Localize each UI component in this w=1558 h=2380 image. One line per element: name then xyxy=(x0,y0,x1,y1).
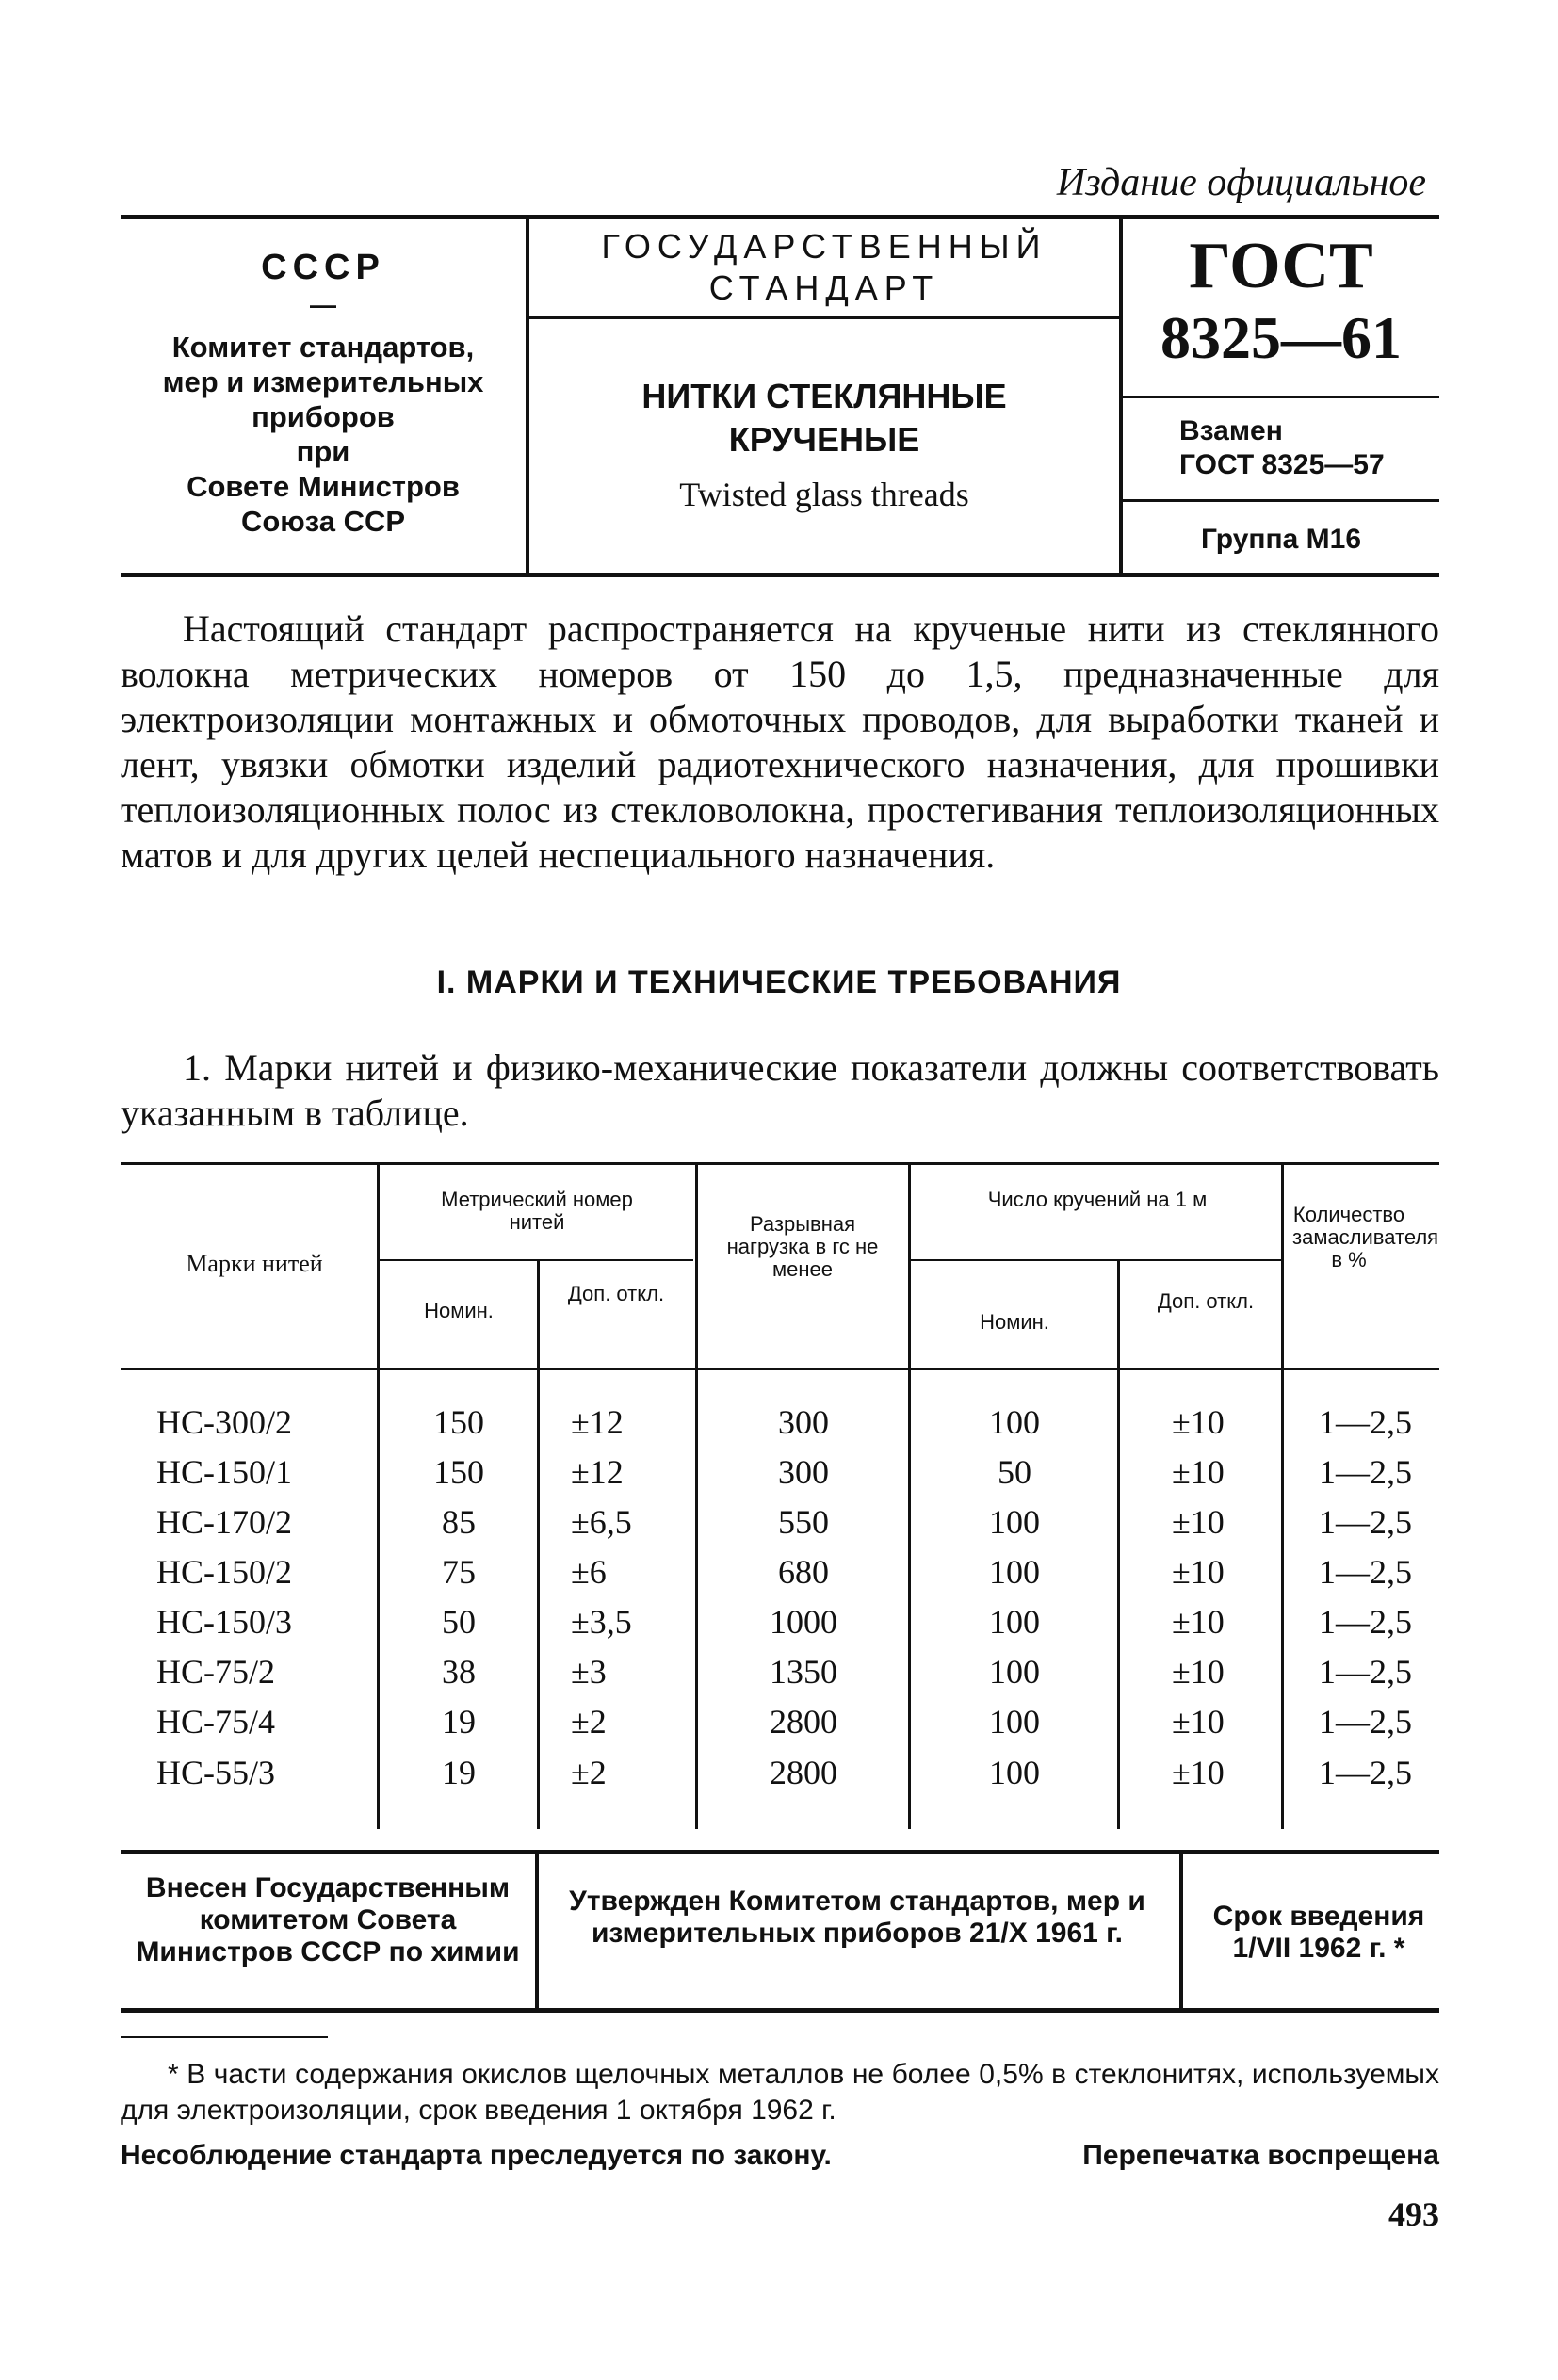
cell-mark: НС-55/3 xyxy=(156,1754,275,1791)
org-country: СССР xyxy=(261,248,385,287)
cell-twist: 100 xyxy=(989,1503,1040,1541)
footer-divider-1 xyxy=(535,1854,539,2008)
org-dash: — xyxy=(310,290,336,319)
table-col-line-5 xyxy=(1117,1259,1120,1829)
header-bottom-rule xyxy=(121,573,1439,577)
cell-dev: ±6,5 xyxy=(571,1503,632,1541)
standard-kind-line-2: СТАНДАРТ xyxy=(708,268,940,307)
footnote: * В части содержания окислов щелочных металлов не более 0,5% в стеклонитях, используемых для электроизоляции, срок введения 1 октября 1962 г. xyxy=(121,2059,1439,2126)
standard-title-en: Twisted glass threads xyxy=(679,476,969,513)
cell-mark: НС-75/4 xyxy=(156,1703,275,1740)
cell-dev: ±12 xyxy=(571,1403,624,1441)
gost-replaces-line-2: ГОСТ 8325—57 xyxy=(1179,449,1385,480)
cell-twist: 100 xyxy=(989,1703,1040,1740)
table-col-line-3 xyxy=(695,1165,698,1829)
th-metric-dev: Доп. откл. xyxy=(567,1282,665,1305)
th-metric-group: Метрический номер нитей xyxy=(441,1188,633,1234)
cell-nom: 38 xyxy=(442,1653,476,1691)
org-line-4: при xyxy=(296,435,350,468)
standard-kind-line-1: ГОСУДАРСТВЕННЫЙ xyxy=(601,227,1047,266)
cell-load: 2800 xyxy=(770,1754,837,1791)
cell-tdev: ±10 xyxy=(1172,1553,1225,1591)
footnote-rule xyxy=(121,2036,328,2038)
cell-nom: 85 xyxy=(442,1503,476,1541)
cell-load: 550 xyxy=(778,1503,829,1541)
cell-sizing: 1—2,5 xyxy=(1319,1553,1412,1591)
cell-mark: НС-150/3 xyxy=(156,1603,292,1641)
table-top-rule xyxy=(121,1162,1439,1165)
header-top-rule xyxy=(121,215,1439,219)
page-number: 493 xyxy=(1388,2195,1439,2233)
footer-approved: Утвержден Комитетом стандартов, мер и измерительных приборов 21/X 1961 г. xyxy=(569,1886,1145,1949)
header-mid-rule xyxy=(529,316,1119,319)
legal-left: Несоблюдение стандарта преследуется по закону. xyxy=(121,2140,832,2171)
cell-twist: 50 xyxy=(998,1453,1031,1491)
cell-load: 300 xyxy=(778,1453,829,1491)
twist-subheader-rule xyxy=(910,1259,1283,1261)
th-load: Разрывная нагрузка в гс не менее xyxy=(726,1212,879,1281)
footer-effective: Срок введения 1/VII 1962 г. * xyxy=(1212,1901,1425,1964)
gost-group: Группа М16 xyxy=(1200,524,1362,555)
th-mark: Марки нитей xyxy=(186,1250,323,1277)
cell-mark: НС-150/1 xyxy=(156,1453,292,1491)
cell-twist: 100 xyxy=(989,1754,1040,1791)
th-sizing: Количество замасливателя в % xyxy=(1292,1203,1439,1271)
cell-mark: НС-300/2 xyxy=(156,1403,292,1441)
cell-nom: 50 xyxy=(442,1603,476,1641)
cell-tdev: ±10 xyxy=(1172,1503,1225,1541)
cell-load: 2800 xyxy=(770,1703,837,1740)
cell-sizing: 1—2,5 xyxy=(1319,1453,1412,1491)
cell-nom: 19 xyxy=(442,1754,476,1791)
cell-tdev: ±10 xyxy=(1172,1653,1225,1691)
standard-title xyxy=(529,375,1119,461)
cell-mark: НС-150/2 xyxy=(156,1553,292,1591)
org-line-6: Союза ССР xyxy=(240,505,406,538)
footer-divider-2 xyxy=(1179,1854,1183,2008)
cell-nom: 19 xyxy=(442,1703,476,1740)
th-twist-group: Число кручений на 1 м xyxy=(987,1188,1208,1211)
cell-nom: 75 xyxy=(442,1553,476,1591)
gost-rule-2 xyxy=(1123,499,1439,502)
cell-dev: ±12 xyxy=(571,1453,624,1491)
cell-mark: НС-170/2 xyxy=(156,1503,292,1541)
cell-dev: ±3,5 xyxy=(571,1603,632,1641)
org-line-3: приборов xyxy=(252,400,395,433)
org-line-1: Комитет стандартов, xyxy=(171,331,475,364)
table-col-line-1 xyxy=(377,1165,380,1829)
cell-dev: ±2 xyxy=(571,1754,607,1791)
cell-twist: 100 xyxy=(989,1553,1040,1591)
standard-title-line-1: НИТКИ СТЕКЛЯННЫЕ xyxy=(641,377,1007,415)
section-heading: I. МАРКИ И ТЕХНИЧЕСКИЕ ТРЕБОВАНИЯ xyxy=(436,964,1122,1000)
footer-introduced: Внесен Государственным комитетом Совета Министров СССР по химии xyxy=(136,1872,520,1967)
footer-top-rule xyxy=(121,1850,1439,1854)
cell-sizing: 1—2,5 xyxy=(1319,1703,1412,1740)
org-line-5: Совете Министров xyxy=(187,470,460,503)
table-header-bottom-rule xyxy=(121,1368,1439,1370)
cell-tdev: ±10 xyxy=(1172,1754,1225,1791)
gost-rule-1 xyxy=(1123,396,1439,398)
cell-tdev: ±10 xyxy=(1172,1403,1225,1441)
cell-tdev: ±10 xyxy=(1172,1703,1225,1740)
gost-replaces xyxy=(1130,414,1432,482)
cell-load: 300 xyxy=(778,1403,829,1441)
legal-right: Перепечатка воспрещена xyxy=(1082,2140,1439,2171)
intro-paragraph: Настоящий стандарт распространяется на крученые нити из стеклянного волокна метрических номеров от 150 до 1,5, предназначенные для электроизоляции монтажных и обмоточных проводов, для выработки тканей и лент, увязки обмотки изделий радиотехнического назначения, для прошивки теплоизоляционных полос из стекловолокна, простегивания теплоизоляционных матов и для других целей неспециального назначения. xyxy=(121,607,1439,876)
clause-1: 1. Марки нитей и физико-механические показатели должны соответствовать указанным в таблице. xyxy=(121,1046,1439,1134)
footer-bottom-rule xyxy=(121,2008,1439,2013)
cell-tdev: ±10 xyxy=(1172,1603,1225,1641)
cell-sizing: 1—2,5 xyxy=(1319,1603,1412,1641)
gost-replaces-line-1: Взамен xyxy=(1179,415,1283,446)
standard-kind xyxy=(529,226,1119,309)
cell-sizing: 1—2,5 xyxy=(1319,1503,1412,1541)
gost-label: ГОСТ xyxy=(1189,230,1373,302)
cell-load: 1000 xyxy=(770,1603,837,1641)
table-col-line-2 xyxy=(537,1259,540,1829)
th-twist-nom: Номин. xyxy=(980,1310,1049,1334)
cell-nom: 150 xyxy=(433,1453,484,1491)
th-metric-nom: Номин. xyxy=(424,1299,494,1322)
cell-twist: 100 xyxy=(989,1603,1040,1641)
cell-dev: ±3 xyxy=(571,1653,607,1691)
cell-dev: ±6 xyxy=(571,1553,607,1591)
th-twist-dev: Доп. откл. xyxy=(1157,1289,1255,1313)
cell-nom: 150 xyxy=(433,1403,484,1441)
cell-tdev: ±10 xyxy=(1172,1453,1225,1491)
org-block xyxy=(121,247,526,539)
gost-number: 8325—61 xyxy=(1160,304,1402,371)
cell-twist: 100 xyxy=(989,1403,1040,1441)
metric-subheader-rule xyxy=(379,1259,693,1261)
cell-mark: НС-75/2 xyxy=(156,1653,275,1691)
cell-load: 680 xyxy=(778,1553,829,1591)
cell-sizing: 1—2,5 xyxy=(1319,1754,1412,1791)
cell-sizing: 1—2,5 xyxy=(1319,1653,1412,1691)
table-col-line-6 xyxy=(1281,1165,1284,1829)
table-col-line-4 xyxy=(908,1165,911,1829)
cell-dev: ±2 xyxy=(571,1703,607,1740)
cell-sizing: 1—2,5 xyxy=(1319,1403,1412,1441)
cell-twist: 100 xyxy=(989,1653,1040,1691)
standard-title-line-2: КРУЧЕНЫЕ xyxy=(728,420,920,459)
cell-load: 1350 xyxy=(770,1653,837,1691)
edition-label: Издание официальное xyxy=(1056,161,1426,204)
org-line-2: мер и измерительных xyxy=(162,365,484,398)
